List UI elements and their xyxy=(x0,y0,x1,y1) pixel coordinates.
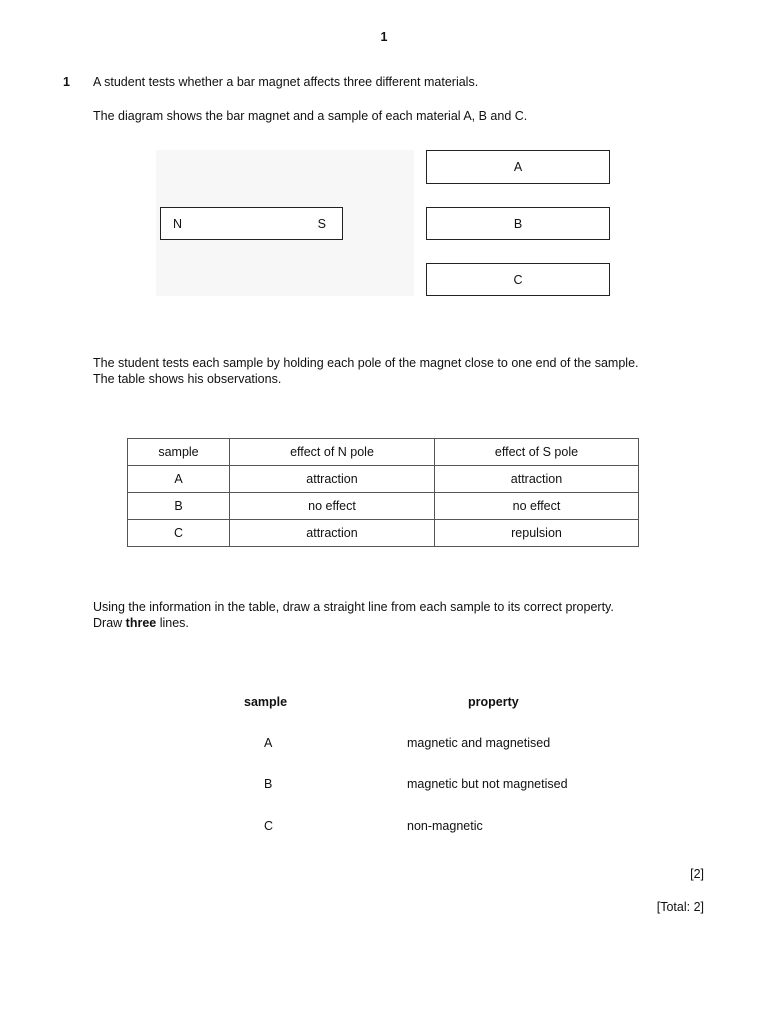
table-cell: A xyxy=(128,466,230,493)
sample-a-box xyxy=(426,150,610,184)
method-line-1: The student tests each sample by holding each pole of the magnet close to one end of the sample. xyxy=(93,356,639,370)
sample-column-heading: sample xyxy=(244,695,288,709)
instruction-suffix: lines. xyxy=(156,616,189,630)
property-magnetic-and-magnetised: magnetic and magnetised xyxy=(407,736,551,750)
table-cell: B xyxy=(128,493,230,520)
match-sample-c: C xyxy=(264,819,274,833)
property-non-magnetic: non-magnetic xyxy=(407,819,483,833)
magnet-south-label: S xyxy=(317,216,326,231)
table-header-cell: effect of S pole xyxy=(435,439,639,466)
instruction-emphasis: three xyxy=(125,616,157,630)
sample-b-box xyxy=(426,207,610,240)
table-row xyxy=(128,493,639,520)
table-cell: attraction xyxy=(230,466,435,493)
total-marks-label: [Total: 2] xyxy=(656,900,704,914)
page-number: 1 xyxy=(380,30,388,44)
sample-a-label: A xyxy=(513,160,523,174)
sample-c-box xyxy=(426,263,610,296)
table-header-row xyxy=(128,439,639,466)
table-cell: C xyxy=(128,520,230,547)
table-row xyxy=(128,466,639,493)
table-cell: no effect xyxy=(230,493,435,520)
table-header-cell: sample xyxy=(128,439,230,466)
question-intro: A student tests whether a bar magnet affects three different materials. xyxy=(93,75,479,89)
property-magnetic-not-magnetised: magnetic but not magnetised xyxy=(407,777,568,791)
match-sample-a: A xyxy=(264,736,273,750)
table-row xyxy=(128,520,639,547)
property-column-heading: property xyxy=(468,695,519,709)
table-cell: no effect xyxy=(435,493,639,520)
table-cell: repulsion xyxy=(435,520,639,547)
table-cell: attraction xyxy=(230,520,435,547)
table-header-cell: effect of N pole xyxy=(230,439,435,466)
match-sample-b: B xyxy=(264,777,273,791)
observations-table xyxy=(127,438,639,547)
question-number: 1 xyxy=(63,75,70,89)
bar-magnet xyxy=(160,207,343,240)
method-line-2: The table shows his observations. xyxy=(93,372,282,386)
instruction-line-1: Using the information in the table, draw a straight line from each sample to its correct property. xyxy=(93,600,614,614)
diagram-caption: The diagram shows the bar magnet and a sample of each material A, B and C. xyxy=(93,109,528,123)
sample-c-label: C xyxy=(513,272,523,287)
instruction-line-2 xyxy=(93,615,189,631)
sample-b-label: B xyxy=(513,216,523,231)
marks-label: [2] xyxy=(690,867,704,881)
table-cell: attraction xyxy=(435,466,639,493)
magnet-north-label: N xyxy=(173,216,183,231)
instruction-prefix: Draw xyxy=(93,616,126,630)
